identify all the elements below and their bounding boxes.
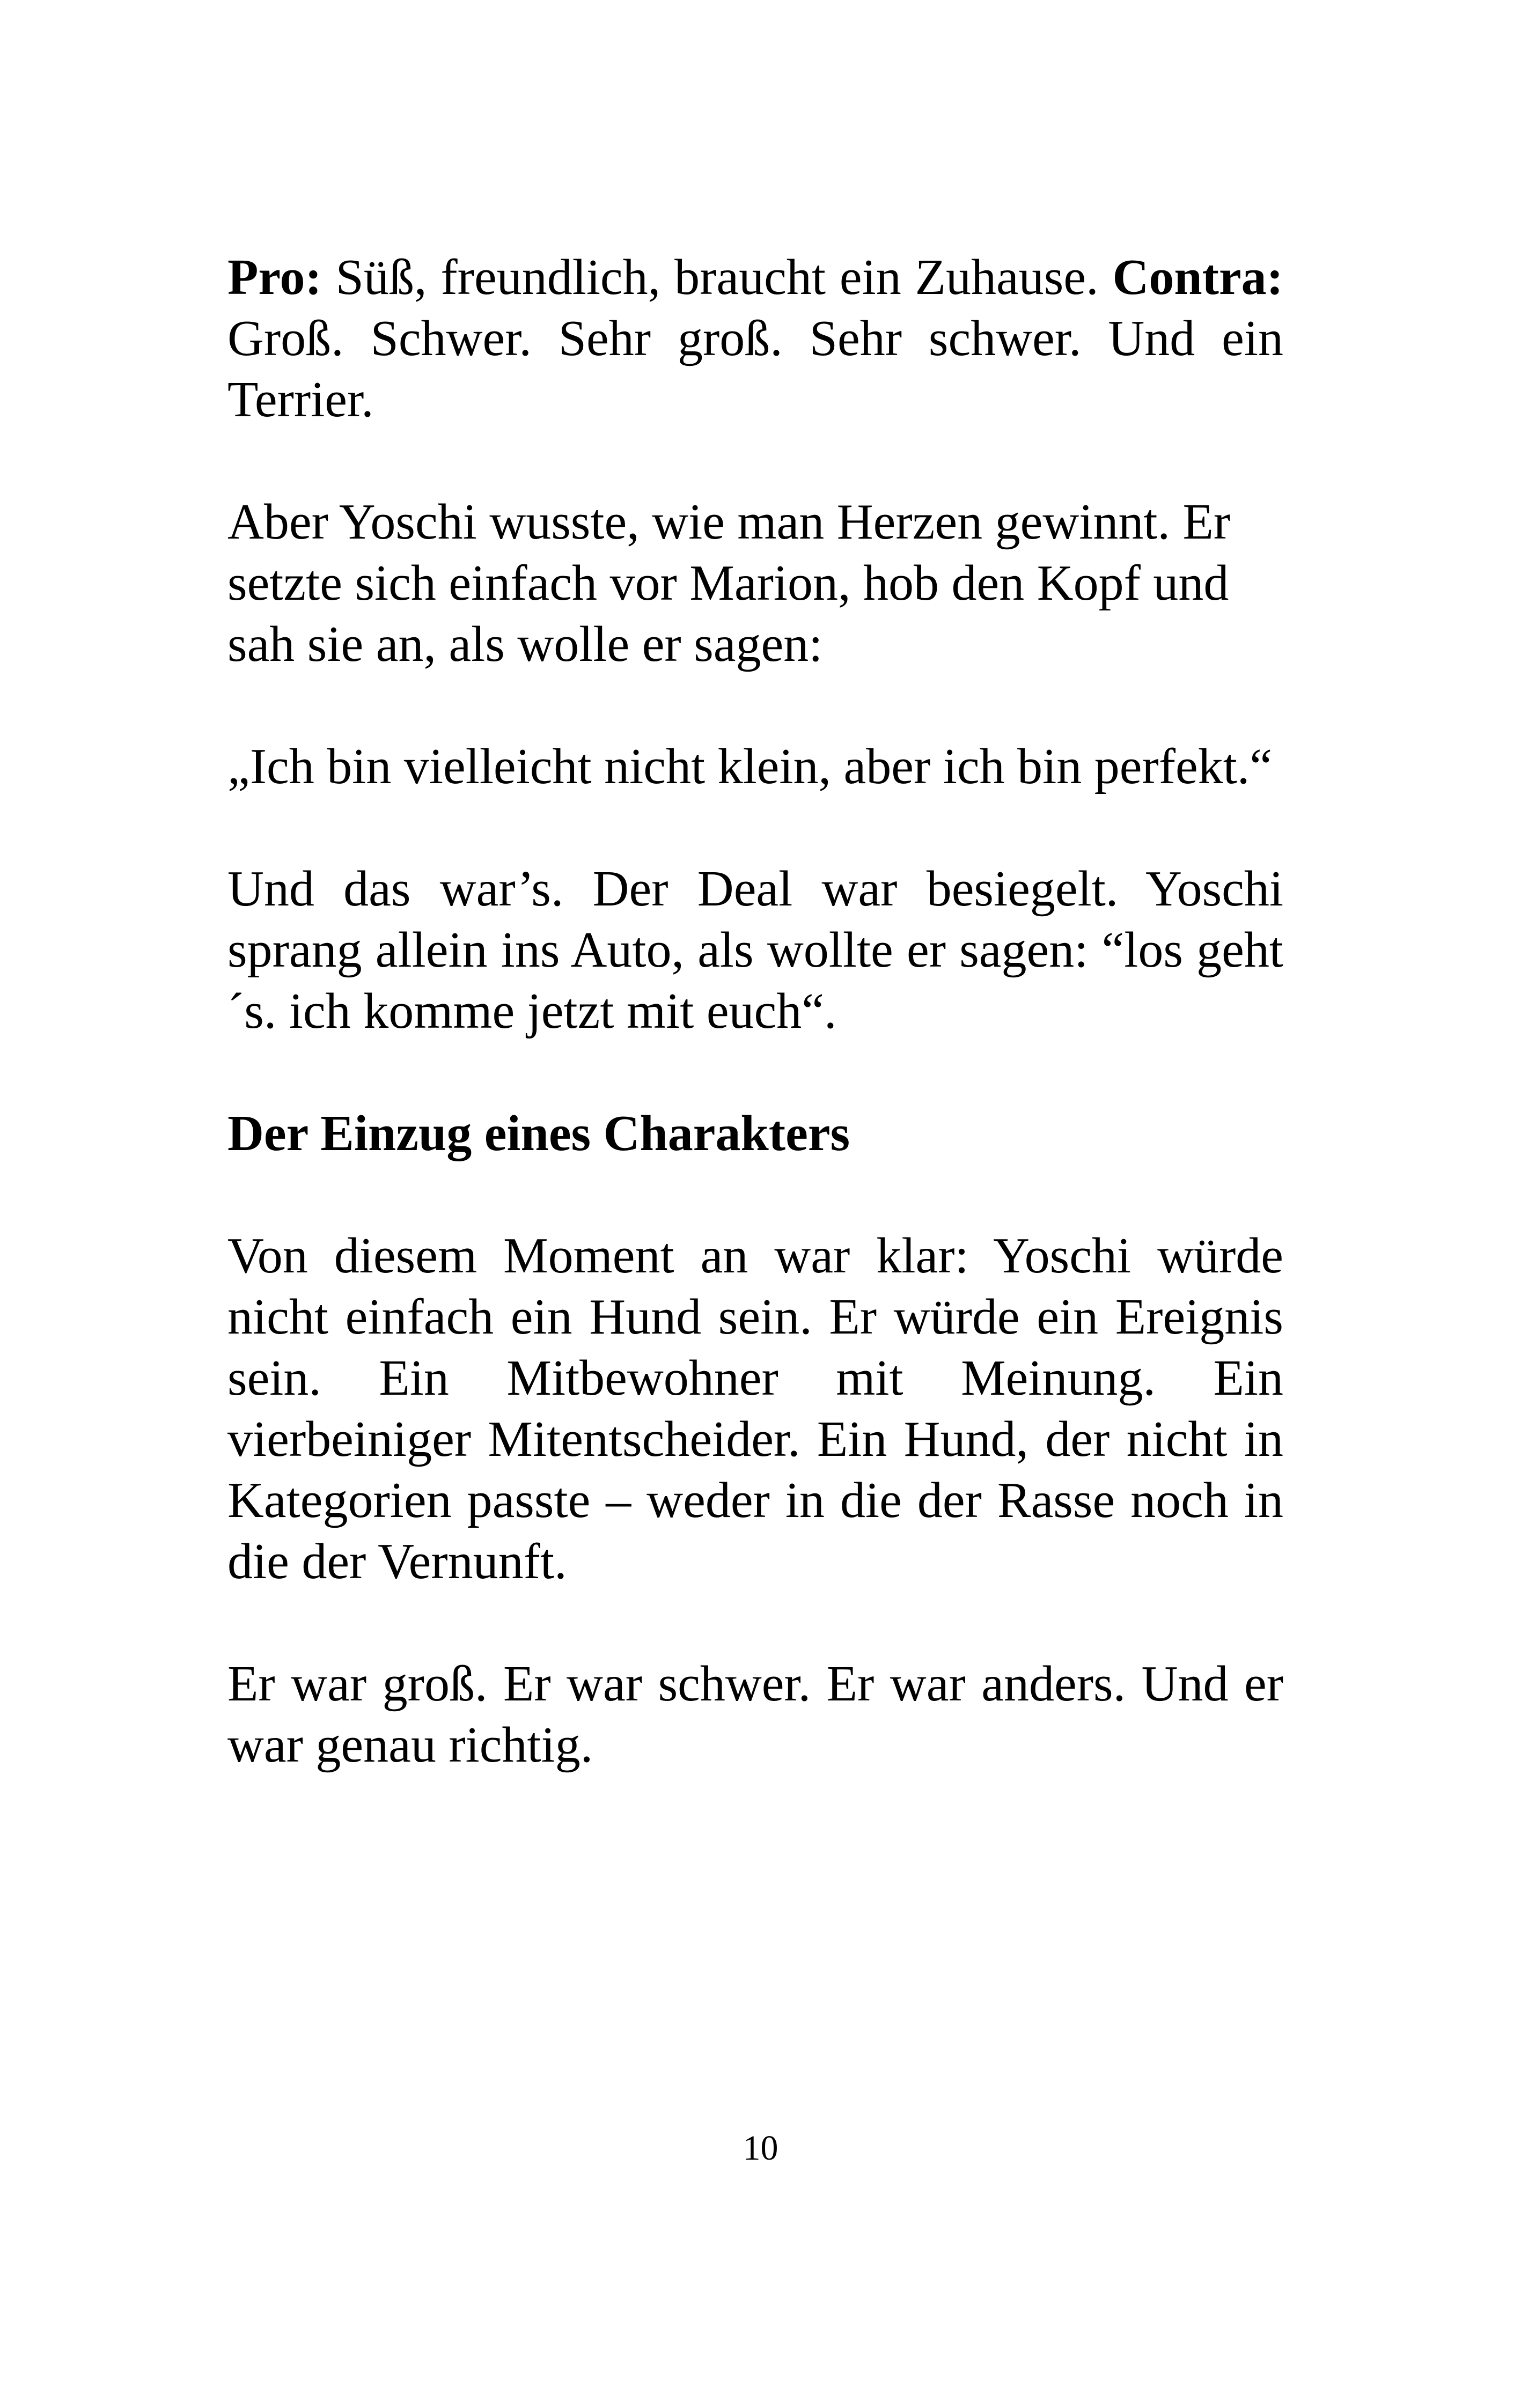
pro-label: Pro: <box>227 249 322 305</box>
paragraph-conclusion: Er war groß. Er war schwer. Er war anders. Und er war genau richtig. <box>227 1656 1283 1773</box>
pro-text: Süß, freundlich, braucht ein Zuhause. <box>321 249 1113 305</box>
pro-contra-paragraph <box>227 247 1283 430</box>
page-number: 10 <box>743 2129 778 2168</box>
paragraph-quote: „Ich bin vielleicht nicht klein, aber ich bin perfekt.“ <box>227 739 1273 794</box>
page-body <box>227 247 1283 1776</box>
paragraph-yoschi-hearts: Aber Yoschi wusste, wie man Herzen gewinnt. Er setzte sich einfach vor Marion, hob den Kopf und sah sie an, als wolle er sagen: <box>227 494 1231 672</box>
contra-text: Groß. Schwer. Sehr groß. Sehr schwer. Und ein Terrier. <box>227 311 1283 428</box>
paragraph-moment: Von diesem Moment an war klar: Yoschi würde nicht einfach ein Hund sein. Er würde ein Ereignis sein. Ein Mitbewohner mit Meinung. Ein vierbeiniger Mitentscheider. Ein Hund, der nicht in Kategorien passte – weder in die der Rasse noch in die der Vernunft. <box>227 1228 1283 1589</box>
contra-label: Contra: <box>1112 249 1283 305</box>
paragraph-deal: Und das war’s. Der Deal war besiegelt. Yoschi sprang allein ins Auto, als wollte er sagen: “los geht´s. ich komme jetzt mit euch“. <box>227 861 1283 1039</box>
section-heading: Der Einzug eines Charakters <box>227 1106 850 1161</box>
